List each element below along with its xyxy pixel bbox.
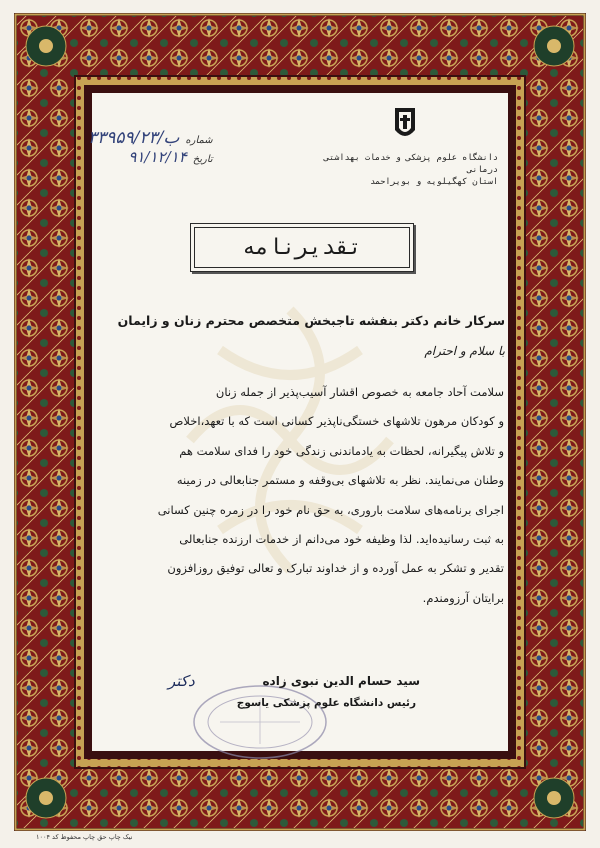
body-line: و تلاش پیگیرانه، لحظات به یادماندنی زندگی خود را فدای سلامت هم bbox=[179, 443, 504, 458]
signature-prefix: دکتر bbox=[168, 672, 195, 690]
number-label: شماره bbox=[185, 135, 213, 146]
body-paragraph bbox=[96, 378, 504, 613]
university-name bbox=[298, 152, 498, 188]
signatory-position: رئیس دانشگاه علوم پزشکی یاسوج bbox=[236, 697, 416, 709]
body-line: و کودکان مرهون تلاشهای خستگی‌ناپذیر کسانی است که با تعهد،اخلاص bbox=[169, 414, 504, 429]
date-value: ۹۱/۱۲/۱۴ bbox=[128, 148, 187, 166]
body-line: تقدیر و تشکر به عمل آورده و از خداوند تبارک و تعالی توفیق روزافزون bbox=[167, 561, 504, 576]
body-line: اجرای برنامه‌های سلامت باروری، به حق نام خود را در زمره چنین کسانی bbox=[157, 502, 504, 517]
university-line-1: دانشگاه علوم پزشکی و خدمات بهداشتی درمانی bbox=[324, 153, 498, 175]
title-box bbox=[190, 223, 414, 272]
date-label: تاریخ bbox=[192, 154, 213, 165]
body-line: سلامت آحاد جامعه به خصوص اقشار آسیب‌پذیر از جمله زنان bbox=[215, 385, 504, 399]
body-line: به ثبت رسانیده‌اید. لذا وظیفه خود می‌دانم از خدمات ارزنده جنابعالی bbox=[179, 532, 504, 547]
body-line: برایتان آرزومندم. bbox=[422, 590, 504, 605]
letter-number-block bbox=[88, 128, 213, 166]
university-line-2: استان کهگیلویه و بویراحمد bbox=[370, 177, 498, 187]
certificate-title: تقدیرنامه bbox=[242, 235, 362, 260]
printer-footer: نیک چاپ حق چاپ محفوظ کد ۱۰۰۴ bbox=[36, 833, 133, 841]
recipient-line: سرکار خانم دکتر بنفشه تاجبخش متخصص محترم زنان و زایمان bbox=[117, 313, 505, 328]
university-logo-icon bbox=[392, 106, 418, 144]
greeting: با سلام و احترام bbox=[424, 344, 505, 358]
number-value: ب/۳۳۹۵۹/۲۳ bbox=[88, 128, 180, 148]
body-line: وطنان می‌نمایند. نظر به تلاشهای بی‌وقفه و مستمر جنابعالی در زمینه bbox=[176, 473, 504, 488]
official-stamp-icon bbox=[190, 682, 330, 762]
signatory-name: سید حسام الدین نبوی زاده bbox=[262, 674, 420, 688]
